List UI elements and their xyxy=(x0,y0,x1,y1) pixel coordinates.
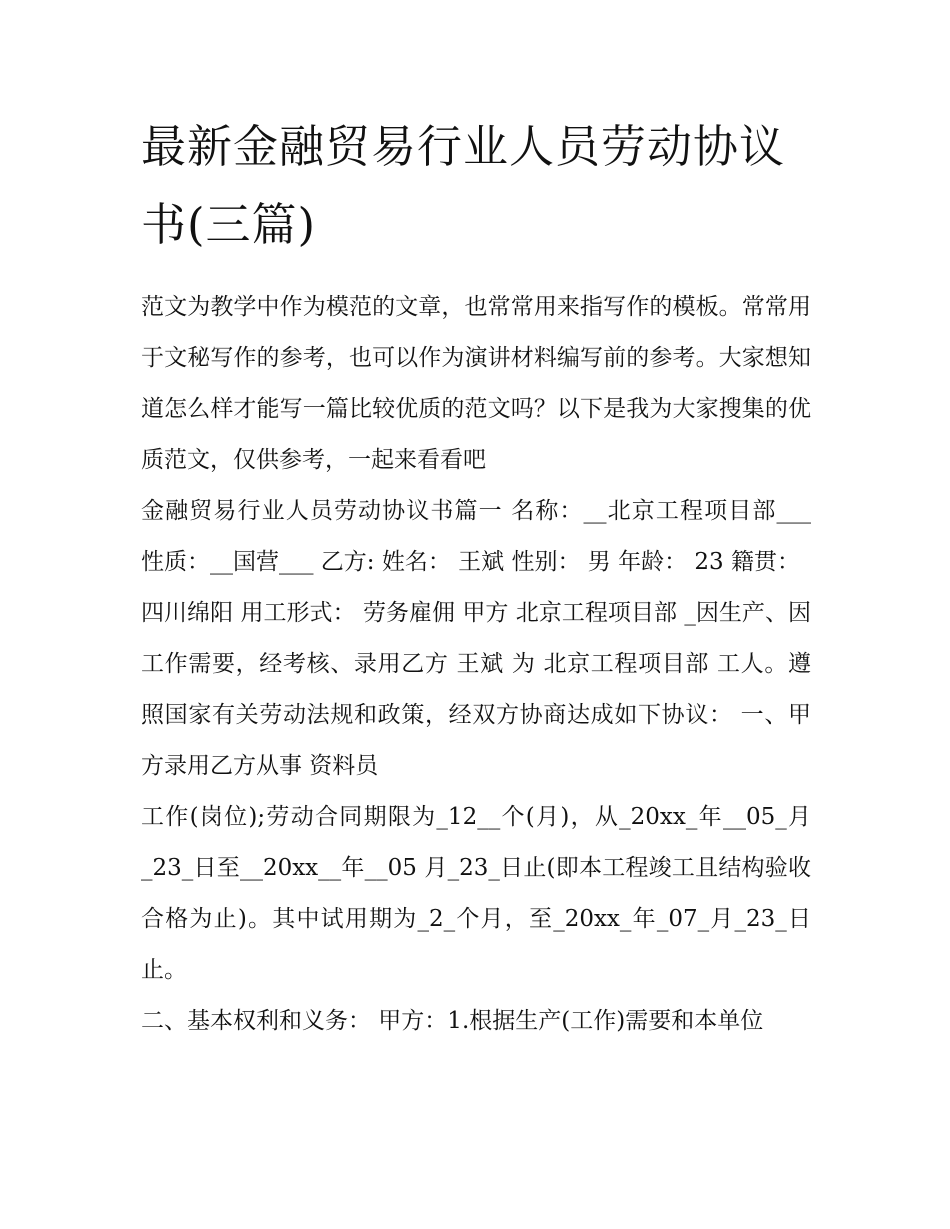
party-info-paragraph: 金融贸易行业人员劳动协议书篇一 名称：__北京工程项目部___ 性质：__国营___ 乙方: 姓名： 王斌 性别： 男 年龄： 23 籍贯： xyxy=(141,498,811,575)
contract-term-paragraph: 工作(岗位);劳动合同期限为_12__个(月)，从_20xx_年__05_月_23_日至__20xx__年__05 月_23_日止(即本工程竣工且结构验收合格为止)。其中试用期为_2_个月，至_20xx_年_07_月_23_日止。 xyxy=(141,804,811,983)
document-title: 最新金融贸易行业人员劳动协议书(三篇) xyxy=(141,120,786,251)
employment-paragraph: 四川绵阳 用工形式： 劳务雇佣 甲方 北京工程项目部 _因生产、因工作需要，经考核、录用乙方 王斌 为 北京工程项目部 工人。遵照国家有关劳动法规和政策，经双方协商达成如下协议： 一、甲方录用乙方从事 资料员 xyxy=(141,600,811,779)
document-page xyxy=(141,108,811,1047)
intro-paragraph: 范文为教学中作为模范的文章，也常常用来指写作的模板。常常用于文秘写作的参考，也可以作为演讲材料编写前的参考。大家想知道怎么样才能写一篇比较优质的范文吗？以下是我为大家搜集的优质范文，仅供参考，一起来看看吧 xyxy=(141,294,811,473)
rights-duties-paragraph: 二、基本权利和义务： 甲方：1.根据生产(工作)需要和本单位 xyxy=(141,1008,764,1034)
